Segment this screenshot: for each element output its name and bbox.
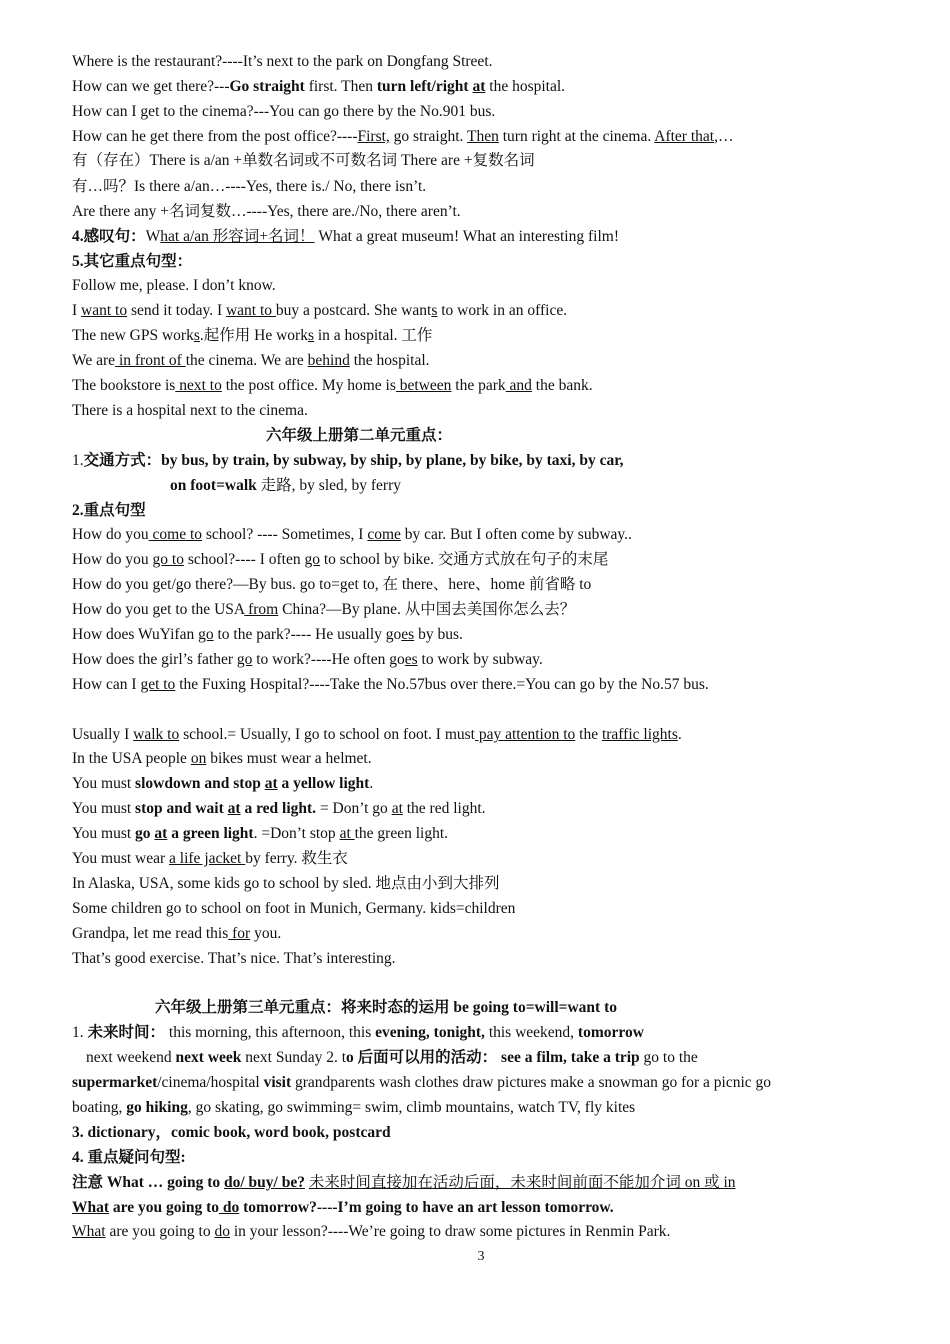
underlined-word: at [339,825,355,842]
underlined-phrase: walk to [133,726,180,743]
text-run: bikes must wear a helmet. [206,750,372,767]
bold-phrase: a red light. [240,800,317,817]
bold-phrase: next week [175,1049,242,1066]
text-run: go to the [639,1049,698,1066]
bold-phrase: on foot=walk [170,477,257,494]
text-line [72,675,709,695]
text-run: Usually I [72,726,134,743]
underlined-phrase: pay attention to [474,726,576,743]
text-run: You must [72,825,136,842]
text-run: the post office. My home is [221,377,396,394]
text-run: the [575,726,602,743]
underlined-word: do [219,1199,240,1216]
underlined-word: es [404,651,418,668]
text-run: = Don’t go [316,800,392,817]
text-line [72,650,543,670]
text-run: The bookstore is [72,377,176,394]
text-line [72,924,281,944]
text-run: How can I [72,676,141,693]
page-number: 3 [477,1249,485,1264]
text-run: to work by subway. [417,651,543,668]
bold-phrase: tomorrow [577,1024,644,1041]
bold-phrase: visit [263,1074,292,1091]
text-run: the park [451,377,506,394]
text-run: next weekend [86,1049,176,1066]
text-line [72,127,733,147]
text-run: the hospital. [485,78,566,95]
text-run: ,… [714,128,734,145]
bold-phrase: Go straight [229,78,305,95]
underlined-phrase: get to [140,676,176,693]
text-line: In Alaska, USA, some kids go to school by sled. 地点由小到大排列 [72,875,500,892]
text-line [72,1173,736,1193]
text-run: How do you [72,551,153,568]
text-run: to work?----He often go [252,651,405,668]
text-run: by car. But I often come by subway.. [400,526,632,543]
underlined-phrase: do/ buy/ be? [224,1174,305,1191]
underlined-word: at [472,78,486,95]
underlined-word: at [264,775,278,792]
text-run: first. Then [304,78,377,95]
text-run: How do you get to the USA [72,601,245,618]
underlined-word: at [227,800,241,817]
section-heading: 2.重点句型 [72,502,146,519]
text-line [72,725,682,745]
bold-phrase: slowdown and stop [135,775,265,792]
text-run: the hospital. [349,352,430,369]
text-run: . =Don’t stop [253,825,340,842]
text-run: go straight. [389,128,468,145]
text-line [86,1048,698,1068]
text-line: Where is the restaurant?----It’s next to the park on Dongfang Street. [72,53,493,70]
text-run: China?—By plane. 从中国去美国你怎么去？ [278,601,576,618]
text-run: to school by bike. 交通方式放在句子的末尾 [319,551,609,568]
text-run: the cinema. We are [185,352,308,369]
text-run: W [145,228,161,245]
text-line [72,376,593,396]
text-line: How can I get to the cinema?---You can go there by the No.901 bus. [72,103,496,120]
underlined-word: s [431,302,438,319]
text-run: by ferry. 救生衣 [245,850,348,867]
text-run: the red light. [402,800,486,817]
bold-phrase: 交通方式：by bus, by train, by subway, by ship, by plane, by bike, by taxi, by car, [83,452,624,469]
underlined-word: go [304,551,320,568]
text-line [72,749,372,769]
text-line: That’s good exercise. That’s nice. That’s interesting. [72,950,396,967]
text-run: . [677,726,682,743]
text-run: turn right at the cinema. [498,128,655,145]
bold-phrase: 未来时间： [87,1024,166,1041]
underlined-note: 未来时间直接加在活动后面，未来时间前面不能加介词 on 或 in [308,1174,736,1191]
bold-phrase: turn left/right [376,78,473,95]
text-line [72,799,486,819]
underlined-word: between [395,377,452,394]
text-run: We are [72,352,116,369]
underlined-word: come [367,526,401,543]
bold-phrase: 注意 What … going to [72,1174,224,1191]
text-run: Grandpa, let me read this [72,925,229,942]
text-run: in your lesson?----We’re going to draw some pictures in Renmin Park. [230,1223,671,1240]
text-run: school?---- I often [183,551,305,568]
text-run: . [369,775,374,792]
underlined-word: s [307,327,314,344]
underlined-word: and [505,377,532,394]
underlined-word: on [190,750,207,767]
text-run: are you going to [109,1199,219,1216]
text-line: Some children go to school on foot in Munich, Germany. kids=children [72,900,516,917]
text-line [72,774,373,794]
text-line [72,824,448,844]
underlined-word: go [236,651,253,668]
text-line [72,1198,614,1218]
underlined-word: behind [307,352,350,369]
bold-phrase: go [135,825,155,842]
bold-phrase: go hiking [126,1099,188,1116]
text-run: boating, [72,1099,127,1116]
underlined-word: at [154,825,168,842]
text-run: The new GPS work [72,327,194,344]
text-line [72,625,463,645]
text-run: How can he get there from the post office?---- [72,128,358,145]
text-line [72,1098,635,1118]
text-run: How does the girl’s father [72,651,237,668]
text-line: 3. dictionary，comic book, word book, postcard [72,1124,391,1141]
underlined-word: Then [467,128,499,145]
bold-phrase: evening, tonight, [375,1024,485,1041]
text-run: by bus. [414,626,463,643]
underlined-word: First, [357,128,390,145]
underlined-word: from [244,601,279,618]
text-run: You must wear [72,850,170,867]
text-run: You must [72,800,136,817]
underlined-word: After that [654,128,715,145]
text-line [72,600,575,620]
underlined-phrase: in front of [115,352,186,369]
underlined-word: s [193,327,200,344]
bold-phrase: supermarket [72,1074,158,1091]
underlined-phrase: a life jacket [169,850,246,867]
text-line: 有（存在）There is a/an +单数名词或不可数名词 There are +复数名词 [72,152,535,169]
text-line [170,476,401,496]
underlined-phrase: want to [81,302,128,319]
underlined-phrase: traffic lights [601,726,678,743]
text-run: You must [72,775,136,792]
unit-title: 六年级上册第三单元重点：将来时态的运用 be going to=will=want to [155,999,618,1016]
bold-phrase: a green light [167,825,254,842]
bold-phrase: o 后面可以用的活动： [346,1049,498,1066]
text-line [72,550,608,570]
text-run: grandparents wash clothes draw pictures make a snowman go for a picnic go [291,1074,772,1091]
text-run: are you going to [105,1223,215,1240]
text-line [72,525,632,545]
bold-phrase: stop and wait [135,800,228,817]
text-run: school? ---- Sometimes, I [202,526,368,543]
text-line: 有…吗？Is there a/an…----Yes, there is./ No, there isn’t. [72,178,427,195]
text-run: buy a postcard. She want [275,302,432,319]
text-line [72,849,348,869]
text-line: There is a hospital next to the cinema. [72,402,308,419]
text-run: this morning, this afternoon, this [165,1024,376,1041]
text-line [72,451,624,471]
underlined-word: do [214,1223,230,1240]
text-run: in a hospital. 工作 [314,327,433,344]
underlined-phrase: next to [175,377,222,394]
underlined-phrase: go to [152,551,184,568]
text-line [72,1023,644,1043]
text-run: How do you [72,526,149,543]
text-run: 1. [72,1024,88,1041]
underlined-phrase: come to [148,526,203,543]
text-line [72,1073,771,1093]
text-run: /cinema/hospital [157,1074,264,1091]
bold-phrase: see a film, [501,1049,567,1066]
underlined-word: at [391,800,403,817]
underlined-phrase: hat a/an 形容词+名词！ [160,228,315,245]
text-run: to the park?---- He usually go [213,626,402,643]
text-run: to work in an office. [437,302,568,319]
text-run: 1. [72,452,84,469]
underlined-word: What [72,1199,110,1216]
underlined-word: What [72,1223,106,1240]
text-line: Follow me, please. I don’t know. [72,277,276,294]
text-line [72,326,432,346]
text-run: school.= Usually, I go to school on foot. I must [179,726,475,743]
text-line: How do you get/go there?—By bus. go to=get to, 在 there、here、home 前省略 to [72,576,592,593]
section-heading: 5.其它重点句型： [72,253,193,270]
underlined-word: for [228,925,251,942]
text-run: the Fuxing Hospital?----Take the No.57bus over there.=You can go by the No.57 bus. [175,676,709,693]
underlined-phrase: want to [225,302,276,319]
text-line [72,1222,670,1242]
section-heading: 4. 重点疑问句型: [72,1149,186,1166]
text-run: In the USA people [72,750,191,767]
text-line [72,301,567,321]
text-run: the bank. [531,377,593,394]
text-run: send it today. I [127,302,226,319]
text-run: 走路, by sled, by ferry [256,477,401,494]
bold-phrase: take a trip [570,1049,640,1066]
text-line [72,351,430,371]
text-run: next Sunday 2. t [241,1049,347,1066]
bold-phrase: a yellow light [277,775,370,792]
text-run: you. [250,925,282,942]
text-run: this weekend, [484,1024,578,1041]
text-run: tomorrow?----I’m going to have an art lesson tomorrow. [239,1199,614,1216]
unit-title: 六年级上册第二单元重点： [266,427,453,444]
text-run: What a great museum! What an interesting film! [314,228,619,245]
text-run: .起作用 He work [199,327,308,344]
text-run: I [72,302,82,319]
text-run: the green light. [354,825,449,842]
section-heading: 4.感叹句： [72,228,146,245]
text-run: , go skating, go swimming= swim, climb mountains, watch TV, fly kites [187,1099,636,1116]
text-run: How can we get there?--- [72,78,230,95]
underlined-word: go [198,626,214,643]
text-line [72,77,565,97]
underlined-word: es [401,626,415,643]
text-line [72,227,619,247]
text-line: Are there any +名词复数…----Yes, there are./No, there aren’t. [72,203,461,220]
text-run: How does WuYifan [72,626,199,643]
